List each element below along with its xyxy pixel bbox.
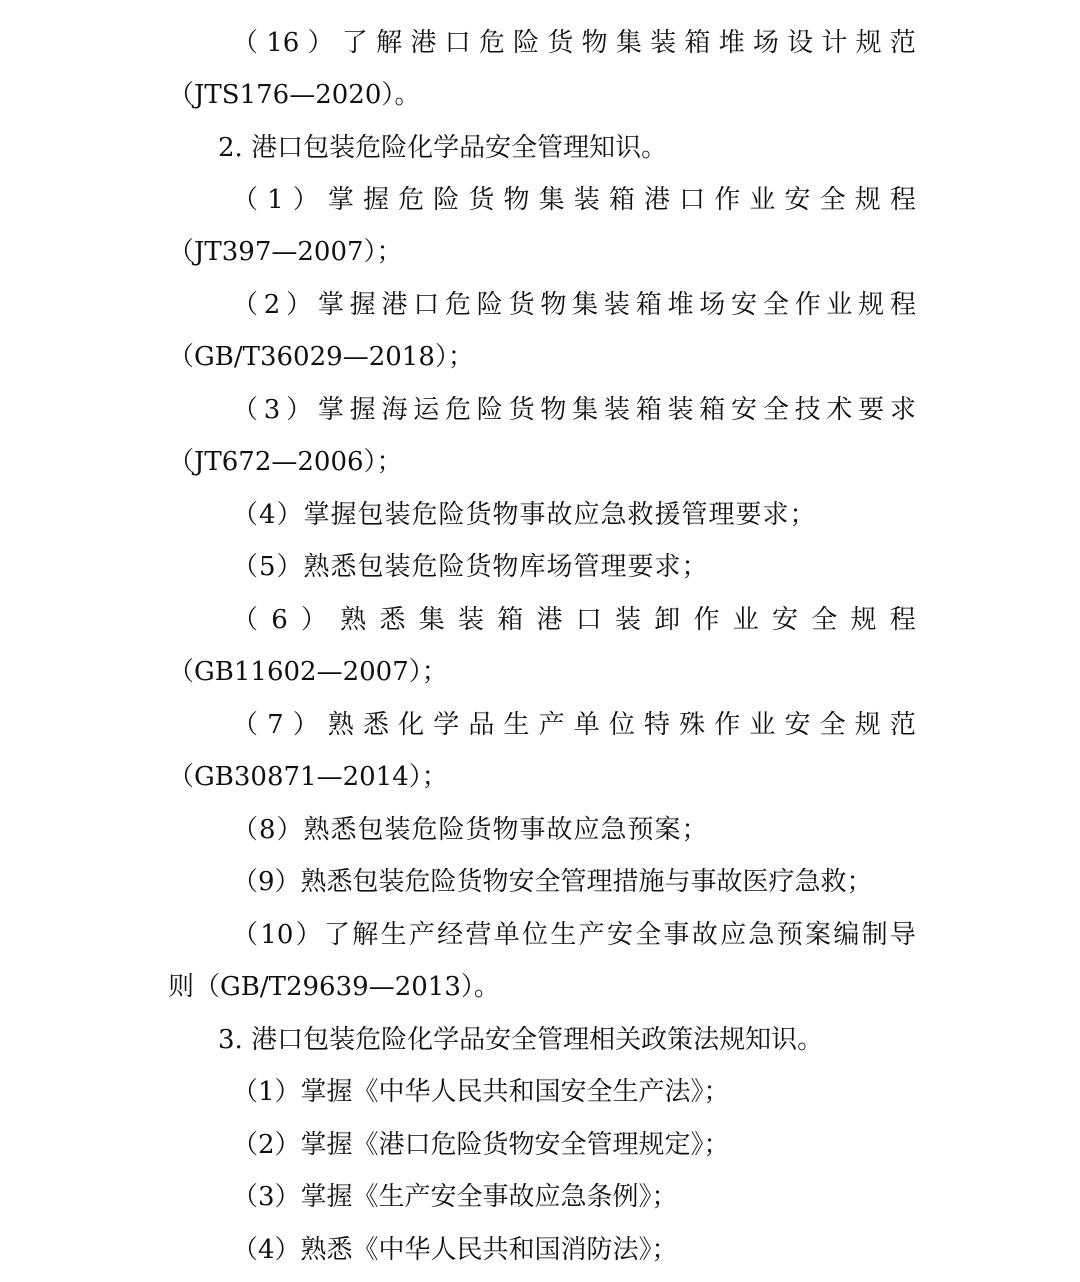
line-item-10-cont: 则（GB/T29639—2013）。 <box>168 972 500 1002</box>
section-heading-3: 3. 港口包装危险化学品安全管理相关政策法规知识。 <box>218 1025 824 1055</box>
line-item-3-cont: （JT672—2006）； <box>168 447 403 477</box>
line-item-7-cont: （GB30871—2014）； <box>168 762 448 792</box>
line-item-10: （ 10 ） 了 解 生 产 经 营 单 位 生 产 安 全 事 故 应 急 预 案 编 制 导 <box>232 920 916 950</box>
line-item-2-cont: （GB/T36029—2018）； <box>168 342 474 372</box>
line-item-2: （ 2 ） 掌 握 港 口 危 险 货 物 集 装 箱 堆 场 安 全 作 业 规 程 <box>232 290 916 320</box>
line-item-5: （5）熟悉包装危险货物库场管理要求； <box>232 552 709 582</box>
line-item-7: （ 7 ） 熟 悉 化 学 品 生 产 单 位 特 殊 作 业 安 全 规 范 <box>232 710 916 740</box>
law-item-4: （4）熟悉《中华人民共和国消防法》； <box>232 1235 678 1265</box>
line-item-3: （ 3 ） 掌 握 海 运 危 险 货 物 集 装 箱 装 箱 安 全 技 术 要 求 <box>232 395 916 425</box>
line-item-1-cont: （JT397—2007）； <box>168 237 403 267</box>
law-item-1: （1）掌握《中华人民共和国安全生产法》； <box>232 1077 730 1107</box>
line-item-1: （ 1 ） 掌 握 危 险 货 物 集 装 箱 港 口 作 业 安 全 规 程 <box>232 185 916 215</box>
line-item-8: （8）熟悉包装危险货物事故应急预案； <box>232 815 709 845</box>
section-heading-2: 2. 港口包装危险化学品安全管理知识。 <box>218 133 668 163</box>
line-item-16: （ 16 ） 了 解 港 口 危 险 货 物 集 装 箱 堆 场 设 计 规 范 <box>232 28 916 58</box>
law-item-2: （2）掌握《港口危险货物安全管理规定》； <box>232 1130 730 1160</box>
line-item-6: （ 6 ） 熟 悉 集 装 箱 港 口 装 卸 作 业 安 全 规 程 <box>232 605 916 635</box>
law-item-3: （3）掌握《生产安全事故应急条例》； <box>232 1182 678 1212</box>
line-item-4: （4）掌握包装危险货物事故应急救援管理要求； <box>232 500 817 530</box>
line-item-6-cont: （GB11602—2007）； <box>168 657 448 687</box>
line-item-16-cont: （JTS176—2020）。 <box>168 80 421 110</box>
line-item-9: （9）熟悉包装危险货物安全管理措施与事故医疗急救； <box>232 867 873 897</box>
